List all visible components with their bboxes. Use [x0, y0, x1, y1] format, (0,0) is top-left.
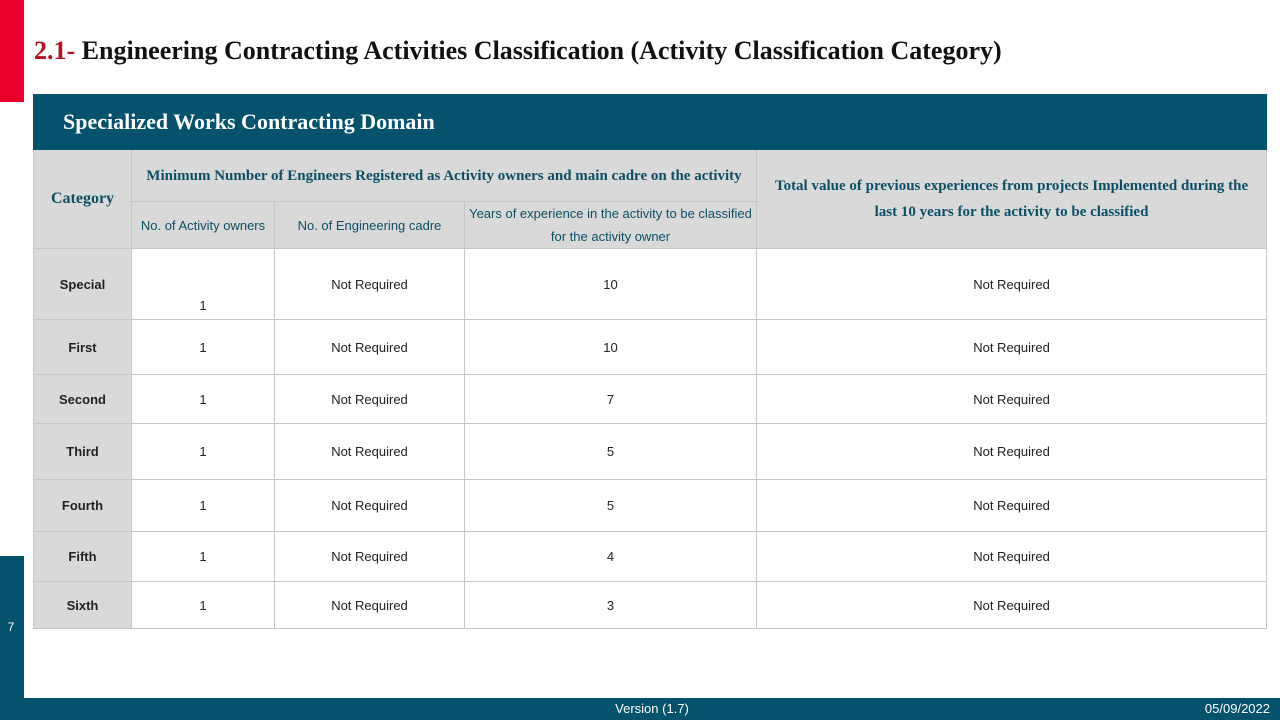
- table-row: [34, 424, 1267, 480]
- footer-date: 05/09/2022: [1204, 701, 1270, 716]
- row-category: Fourth: [34, 480, 132, 532]
- row-category: Second: [34, 375, 132, 424]
- header-years: Years of experience in the activity to be classified for the activity owner: [465, 202, 757, 249]
- row-years: 3: [465, 582, 757, 629]
- row-category: Third: [34, 424, 132, 480]
- row-owners: 1: [132, 424, 275, 480]
- row-years: 10: [465, 320, 757, 375]
- red-accent-bar: [0, 0, 24, 102]
- row-years: 10: [465, 249, 757, 320]
- slide-title: [34, 36, 1002, 66]
- row-cadre: Not Required: [275, 249, 465, 320]
- row-years: 5: [465, 424, 757, 480]
- row-cadre: Not Required: [275, 532, 465, 582]
- row-value: Not Required: [757, 480, 1267, 532]
- row-category: Sixth: [34, 582, 132, 629]
- row-category: Fifth: [34, 532, 132, 582]
- row-years: 5: [465, 480, 757, 532]
- row-years: 7: [465, 375, 757, 424]
- row-years: 4: [465, 532, 757, 582]
- table-row: [34, 582, 1267, 629]
- row-value: Not Required: [757, 320, 1267, 375]
- row-value: Not Required: [757, 249, 1267, 320]
- classification-table-wrapper: [33, 94, 1266, 629]
- row-owners: 1: [132, 249, 275, 320]
- row-cadre: Not Required: [275, 320, 465, 375]
- header-cadre: No. of Engineering cadre: [275, 202, 465, 249]
- row-owners: 1: [132, 532, 275, 582]
- table-banner: Specialized Works Contracting Domain: [34, 95, 1267, 150]
- row-cadre: Not Required: [275, 424, 465, 480]
- header-total-value: Total value of previous experiences from projects Implemented during the last 10 years for the activity to be classified: [757, 150, 1267, 249]
- row-cadre: Not Required: [275, 582, 465, 629]
- row-category: First: [34, 320, 132, 375]
- footer-version: Version (1.7): [615, 701, 689, 716]
- row-cadre: Not Required: [275, 480, 465, 532]
- row-cadre: Not Required: [275, 375, 465, 424]
- table-row: [34, 375, 1267, 424]
- row-category: Special: [34, 249, 132, 320]
- row-value: Not Required: [757, 532, 1267, 582]
- row-value: Not Required: [757, 424, 1267, 480]
- footer-bar: [24, 698, 1280, 720]
- title-text: Engineering Contracting Activities Classification (Activity Classification Category): [75, 36, 1002, 65]
- row-owners: 1: [132, 480, 275, 532]
- table-row: [34, 320, 1267, 375]
- row-owners: 1: [132, 375, 275, 424]
- row-owners: 1: [132, 582, 275, 629]
- row-value: Not Required: [757, 582, 1267, 629]
- row-value: Not Required: [757, 375, 1267, 424]
- header-category: Category: [34, 150, 132, 249]
- row-owners: 1: [132, 320, 275, 375]
- table-row: [34, 480, 1267, 532]
- classification-table: [33, 94, 1267, 629]
- title-number: 2.1-: [34, 36, 76, 65]
- table-row: [34, 532, 1267, 582]
- header-owners: No. of Activity owners: [132, 202, 275, 249]
- header-min-engineers: Minimum Number of Engineers Registered as Activity owners and main cadre on the activity: [132, 150, 757, 202]
- table-row: [34, 249, 1267, 320]
- page-number: 7: [7, 620, 15, 634]
- side-bar: [0, 556, 24, 720]
